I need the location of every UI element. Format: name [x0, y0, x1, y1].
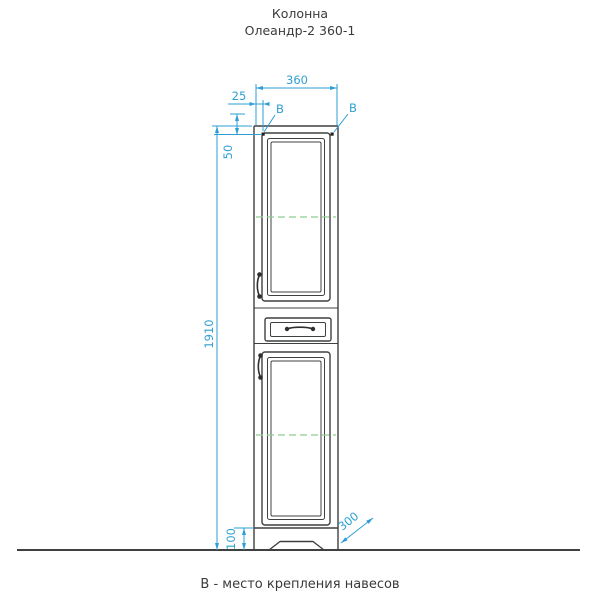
dim-width-value: 360 — [286, 73, 308, 87]
dim-depth-value: 300 — [335, 508, 362, 534]
dimension-depth-300 — [335, 509, 373, 543]
drawing-model: Олеандр-2 360-1 — [244, 23, 356, 38]
dim-height-value: 1910 — [202, 319, 216, 349]
legend-note: В - место крепления навесов — [200, 577, 400, 592]
lower-door-frame-outer — [268, 358, 325, 520]
upper-door — [256, 133, 336, 301]
dimension-plinth-100 — [224, 528, 254, 550]
upper-door-handle — [257, 272, 262, 299]
dimension-width-360 — [256, 73, 337, 125]
dimension-side-offset-25 — [228, 89, 270, 131]
dim-plinth-value: 100 — [224, 528, 238, 550]
drawing-title: Колонна — [271, 6, 329, 21]
mount-label-right-text: B — [349, 101, 357, 115]
mount-point-right — [331, 133, 334, 136]
plinth-cutout — [269, 542, 324, 551]
drawer-front-panel — [271, 323, 326, 337]
mount-label-left — [264, 102, 284, 132]
mount-point-left — [262, 133, 265, 136]
lower-door-frame-inner — [271, 361, 321, 516]
drawer-front — [265, 318, 331, 341]
dim-top-offset-value: 50 — [221, 144, 235, 160]
cabinet-body — [254, 126, 338, 550]
lower-door-edge — [262, 352, 330, 525]
drawer-handle — [285, 327, 315, 331]
lower-door — [256, 352, 336, 525]
dim-side-offset-value: 25 — [231, 89, 247, 103]
drawer-section — [254, 308, 338, 344]
mount-label-left-text: B — [276, 102, 284, 116]
dimension-height-1910 — [202, 126, 252, 550]
